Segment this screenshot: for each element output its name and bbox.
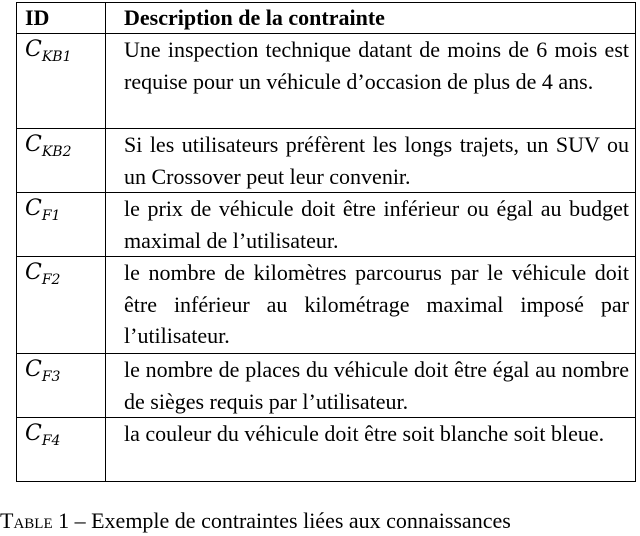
constraint-id-main: C <box>25 260 42 285</box>
constraint-description: le prix de véhicule doit être inférieur ou égal au budget maximal de l’utilisateur. <box>106 193 636 257</box>
table-row <box>17 193 636 257</box>
constraint-id <box>17 129 106 193</box>
constraint-id-main: C <box>25 132 42 157</box>
constraint-description: le nombre de kilomètres parcourus par le véhicule doit être inférieur au kilométrage maximal imposé par l’utilisateur. <box>106 257 636 354</box>
constraint-id-sub: F2 <box>41 272 61 288</box>
constraints-table <box>16 2 636 482</box>
table-row <box>17 34 636 129</box>
constraint-id-sub: F1 <box>41 208 61 224</box>
table-row <box>17 257 636 354</box>
table-row <box>17 129 636 193</box>
constraint-id-sub: KB1 <box>41 49 72 65</box>
constraint-id-sub: F4 <box>41 433 61 449</box>
constraint-id-main: C <box>25 421 42 446</box>
caption-text: – Exemple de contraintes liées aux connaissances <box>69 508 511 533</box>
constraint-description: le nombre de places du véhicule doit être égal au nombre de sièges requis par l’utilisateur. <box>106 354 636 418</box>
header-id: ID <box>17 3 106 34</box>
caption-label: Table 1 <box>0 508 70 533</box>
table-row <box>17 354 636 418</box>
constraint-id <box>17 193 106 257</box>
constraint-id <box>17 34 106 129</box>
table-header-row <box>17 3 636 34</box>
constraint-description: la couleur du véhicule doit être soit blanche soit bleue. <box>106 418 636 482</box>
constraint-id-main: C <box>25 357 42 382</box>
constraint-description: Si les utilisateurs préfèrent les longs trajets, un SUV ou un Crossover peut leur convenir. <box>106 129 636 193</box>
constraint-id-sub: KB2 <box>41 144 72 160</box>
constraint-id <box>17 418 106 482</box>
constraint-id-sub: F3 <box>41 369 61 385</box>
constraint-id-main: C <box>25 37 42 62</box>
table-row <box>17 418 636 482</box>
constraint-description: Une inspection technique datant de moins de 6 mois est requise pour un véhicule d’occasion de plus de 4 ans. <box>106 34 636 129</box>
constraint-id <box>17 354 106 418</box>
header-description: Description de la contrainte <box>106 3 636 34</box>
constraint-id-main: C <box>25 196 42 221</box>
constraint-id <box>17 257 106 354</box>
